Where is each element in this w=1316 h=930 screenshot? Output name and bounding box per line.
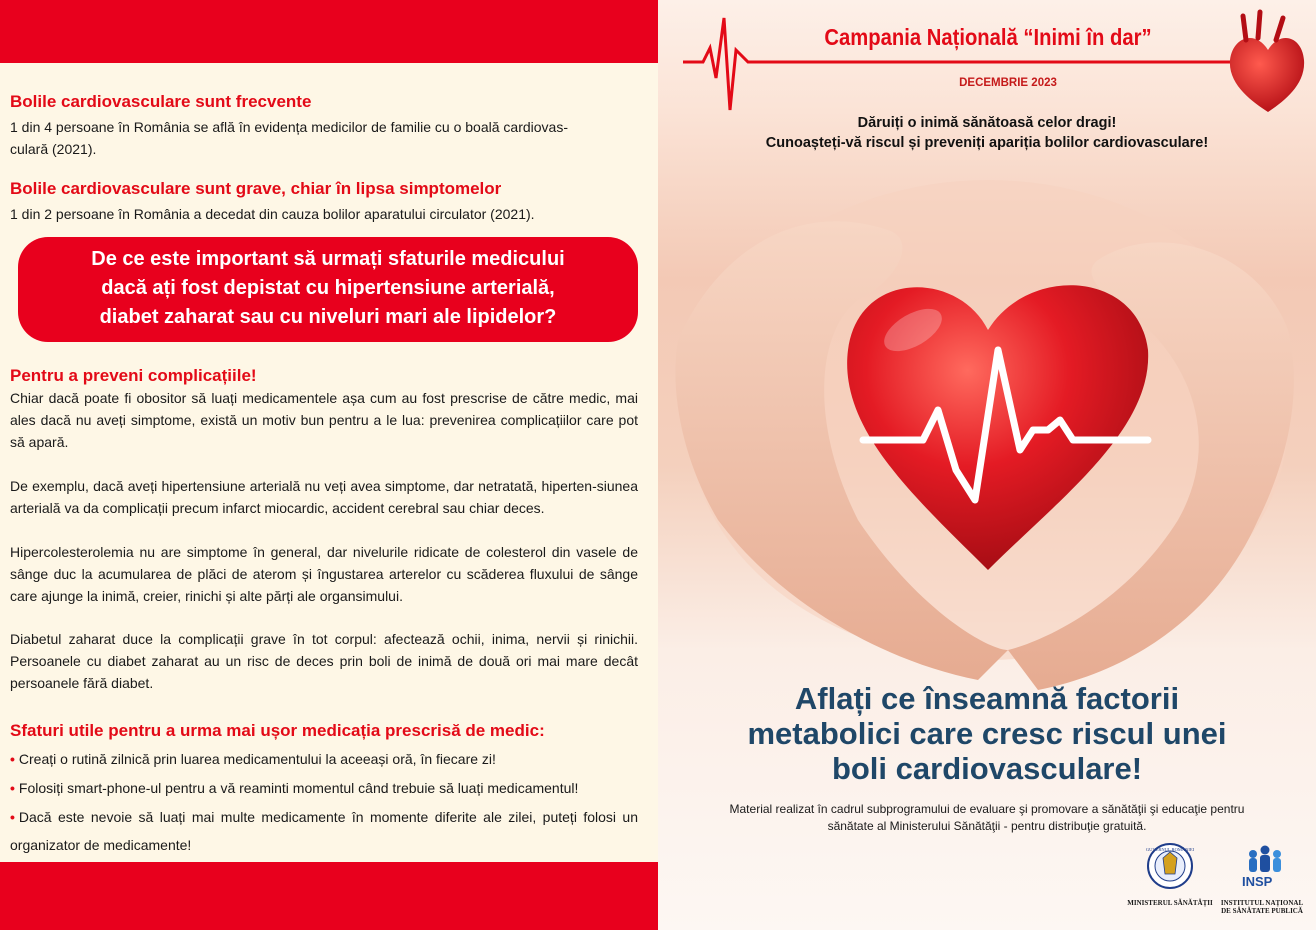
section-heading-serious: Bolile cardiovasculare sunt grave, chiar în lipsa simptomelor (10, 179, 502, 198)
paragraph-medication: Chiar dacă poate fi obositor să luați medicamentele așa cum au fost prescrise de către medic, mai ales dacă nu aveți simptome, există un motiv bun pentru a le lua: prevenirea complicațiilor care pot să apară. (10, 390, 638, 450)
section-text-serious: 1 din 2 persoane în România a decedat din cauza bolilor aparatului circulator (2021). (10, 206, 535, 222)
insp-label: INSP (1242, 874, 1273, 889)
section-heading-tips: Sfaturi utile pentru a urma mai ușor medicația prescrisă de medic: (10, 721, 545, 740)
paragraph-hypertension: De exemplu, dacă aveți hipertensiune arterială nu veți avea simptome, dar netratată, hiperten-siunea arterială va da complicații precum infarct miocardic, accident cerebral sau chiar deces. (10, 478, 638, 516)
main-title-line1: Aflați ce înseamnă factorii (794, 681, 1180, 716)
section-heading-frequent: Bolile cardiovasculare sunt frecvente (10, 92, 312, 111)
bullet-icon: • (10, 809, 15, 825)
insp-caption-line2: DE SĂNĂTATE PUBLICĂ (1221, 907, 1303, 915)
right-panel (658, 0, 1316, 930)
credit-line2: sănătate al Ministerului Sănătăţii - pentru distribuţie gratuită. (827, 819, 1147, 833)
tip-text: Creați o rutină zilnică prin luarea medicamentului la aceeași oră, în fiecare zi! (18, 751, 496, 767)
tip-text: Dacă este nevoie să luați mai multe medicamente în momente diferite ale zilei, puteți folosi un organizator de medicamente! (10, 809, 638, 853)
credit-line1: Material realizat în cadrul subprogramului de evaluare şi promovare a sănătăţii şi educaţie pentru (729, 802, 1245, 816)
ministry-seal-text: GUVERNUL ROMÂNIEI (1145, 847, 1195, 852)
tagline-risk: Cunoașteți-vă riscul și preveniți apariția bolilor cardiovasculare! (765, 135, 1209, 151)
section-text-frequent-line2: culară (2021). (10, 141, 97, 157)
section-text-frequent (10, 116, 638, 160)
bottom-red-band (0, 862, 658, 930)
paragraph-diabetes: Diabetul zaharat duce la complicații grave în tot corpul: afectează ochii, inima, nervii și rinichii. Persoanele cu diabet zaharat au un risc de deces prin boli de inimă de două ori mai mare decât persoanele fără diabet. (10, 631, 638, 691)
main-title (658, 681, 1316, 786)
tip-text: Folosiți smart-phone-ul pentru a vă reaminti momentul când trebuie să luați medicamentul! (18, 780, 579, 796)
credit-text (678, 801, 1296, 835)
insp-caption (1220, 899, 1304, 915)
insp-caption-line1: INSTITUTUL NAȚIONAL (1220, 899, 1304, 907)
section-text-frequent-line1: 1 din 4 persoane în România se află în evidența medicilor de familie cu o boală cardiovas- (10, 119, 568, 135)
campaign-title: Campania Națională “Inimi în dar” (824, 24, 1152, 50)
callout-line1: De ce este important să urmați sfaturile medicului (91, 248, 565, 270)
bullet-icon: • (10, 780, 15, 796)
tip-item (10, 774, 638, 802)
campaign-date: DECEMBRIE 2023 (959, 77, 1057, 89)
ministry-caption: MINISTERUL SĂNĂTĂȚII (1127, 899, 1213, 907)
top-red-band (0, 0, 658, 63)
tagline-gift: Dăruiți o inimă sănătoasă celor dragi! (857, 115, 1117, 131)
callout-line3: diabet zaharat sau cu niveluri mari ale lipidelor? (99, 306, 557, 328)
tip-item (10, 803, 638, 859)
main-title-line3: boli cardiovasculare! (831, 751, 1143, 786)
paragraph-cholesterol: Hipercolesterolemia nu are simptome în general, dar nivelurile ridicate de colesterol din vasele de sânge duc la acumularea de plăci de aterom și îngustarea arterelor cu scăderea fluxului de sânge care ajunge la inimă, creier, rinichi și alte părți ale organsimului. (10, 544, 638, 604)
section-heading-prevent: Pentru a preveni complicațiile! (10, 366, 257, 385)
bullet-icon: • (10, 751, 15, 767)
anatomical-heart-icon (1230, 12, 1304, 112)
callout-box (18, 237, 638, 342)
tip-item (10, 745, 638, 773)
main-title-line2: metabolici care cresc riscul unei (747, 716, 1227, 751)
callout-line2: dacă ați fost depistat cu hipertensiune arterială, (101, 277, 555, 299)
insp-people-icon (1249, 846, 1281, 873)
